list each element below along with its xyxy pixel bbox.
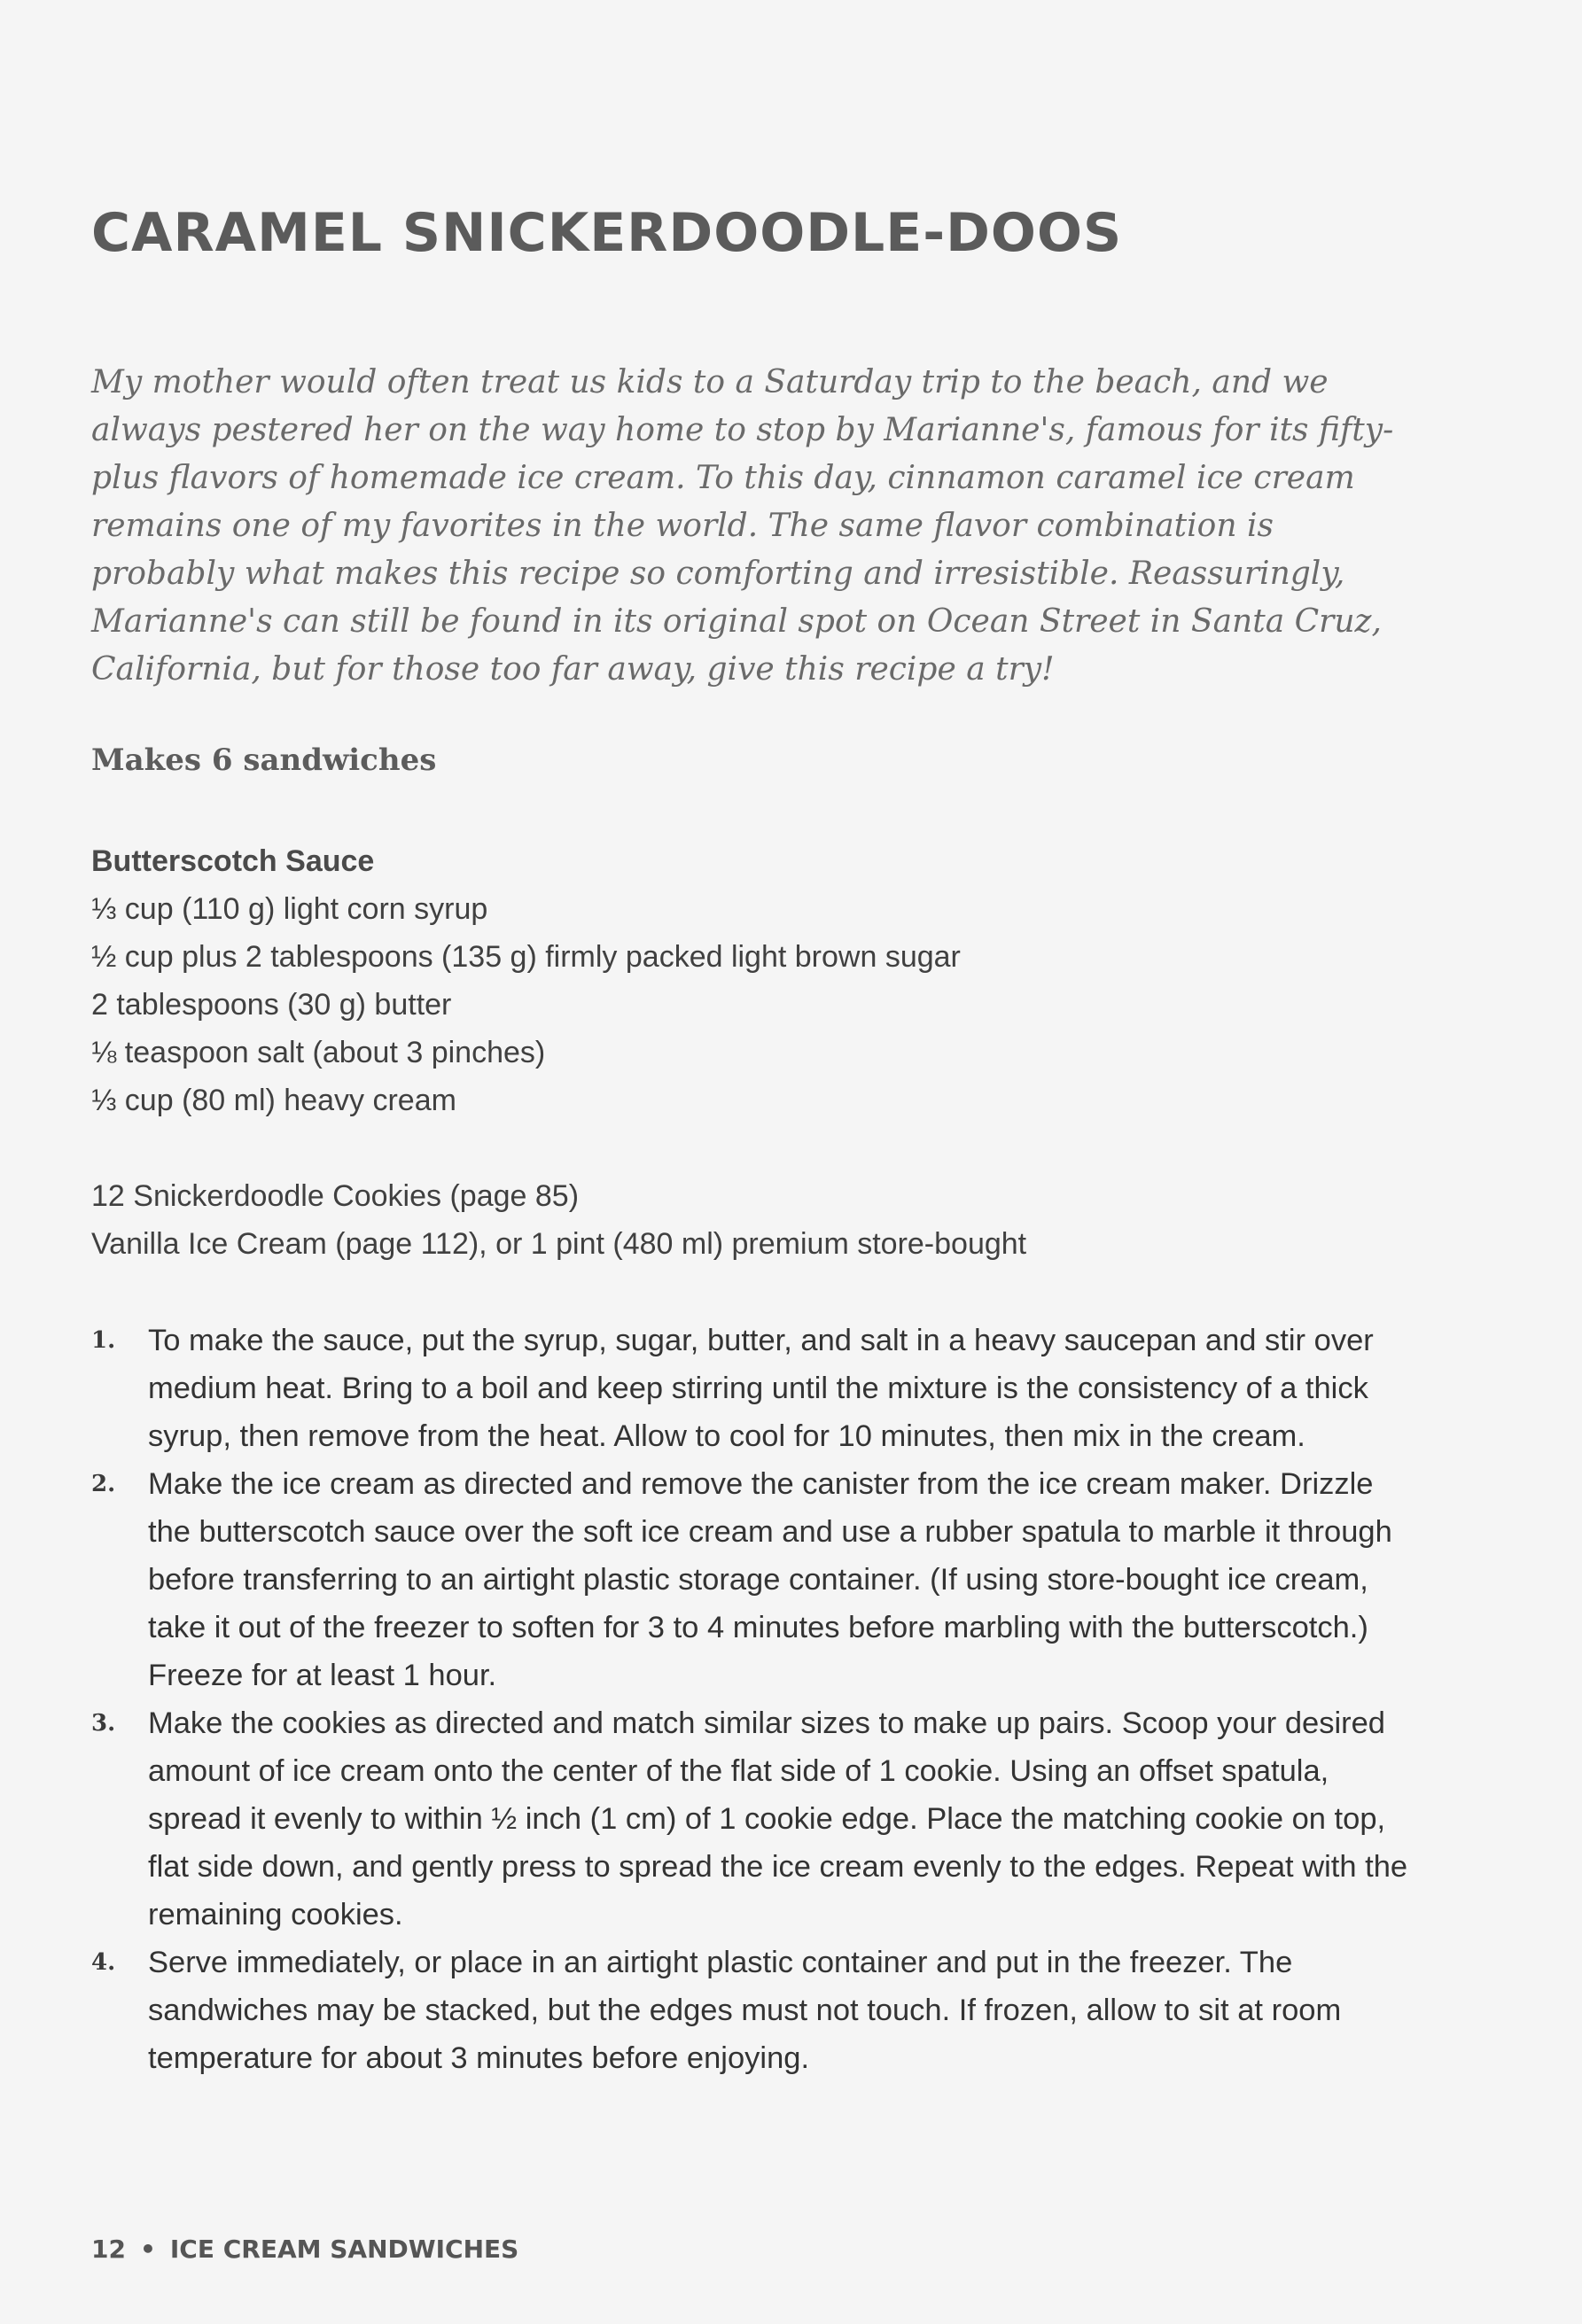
ingredient-item: Vanilla Ice Cream (page 112), or 1 pint (480 ml) premium store-bought: [91, 1227, 1027, 1261]
step-text: To make the sauce, put the syrup, sugar, butter, and salt in a heavy saucepan and stir over medium heat. Bring to a boil and keep stirring until the mixture is the consistency of a thick syrup, then remove from the heat. Allow to cool for 10 minutes, then mix in the cream.: [148, 1324, 1374, 1453]
step-number: 2.: [91, 1471, 116, 1497]
ingredient-spacer: [91, 1124, 1465, 1172]
ingredient-item: 2 tablespoons (30 g) butter: [91, 988, 452, 1022]
ingredient-item: 12 Snickerdoodle Cookies (page 85): [91, 1179, 580, 1213]
ingredient-item: ⅛ teaspoon salt (about 3 pinches): [91, 1036, 546, 1069]
page-number: 12: [91, 2235, 126, 2264]
instructions-list: [91, 1317, 1412, 2082]
step-text: Serve immediately, or place in an airtight plastic container and put in the freezer. The sandwiches may be stacked, but the edges must not touch. If frozen, allow to sit at room temperature for about 3 minutes before enjoying.: [148, 1946, 1342, 2075]
ingredient-item: ⅓ cup (80 ml) heavy cream: [91, 1084, 456, 1117]
ingredient-item: ⅓ cup (110 g) light corn syrup: [91, 892, 488, 926]
page-footer: [91, 2235, 518, 2264]
instruction-step: [91, 1460, 1412, 1699]
recipe-title: CARAMEL SNICKERDOODLE-DOOS: [91, 202, 1123, 264]
step-text: Make the ice cream as directed and remove the canister from the ice cream maker. Drizzle the butterscotch sauce over the soft ice cream and use a rubber spatula to marble it through before transferring to an airtight plastic storage container. (If using store-bought ice cream, take it out of the freezer to soften for 3 to 4 minutes before marbling with the butterscotch.) Freeze for at least 1 hour.: [148, 1467, 1392, 1692]
section-title: ICE CREAM SANDWICHES: [169, 2235, 519, 2264]
instruction-step: [91, 1939, 1412, 2082]
recipe-yield: Makes 6 sandwiches: [91, 742, 437, 778]
ingredients-section: [91, 837, 1465, 1268]
step-text: Make the cookies as directed and match similar sizes to make up pairs. Scoop your desired amount of ice cream onto the center of the flat side of 1 cookie. Using an offset spatula, spread it evenly to within ½ inch (1 cm) of 1 cookie edge. Place the matching cookie on top, flat side down, and gently press to spread the ice cream evenly to the edges. Repeat with the remaining cookies.: [148, 1706, 1408, 1931]
instruction-step: [91, 1699, 1412, 1939]
step-number: 3.: [91, 1710, 116, 1737]
step-number: 1.: [91, 1327, 116, 1354]
step-number: 4.: [91, 1949, 116, 1976]
ingredient-item: ½ cup plus 2 tablespoons (135 g) firmly packed light brown sugar: [91, 940, 961, 974]
instruction-step: [91, 1317, 1412, 1460]
sauce-heading: Butterscotch Sauce: [91, 844, 375, 878]
recipe-intro: My mother would often treat us kids to a Saturday trip to the beach, and we always pestered her on the way home to stop by Marianne's, famous for its fifty-plus flavors of homemade ice cream. To this day, cinnamon caramel ice cream remains one of my favorites in the world. The same flavor combination is probably what makes this recipe so comforting and irresistible. Reassuringly, Marianne's can still be found in its original spot on Ocean Street in Santa Cruz, California, but for those too far away, give this recipe a try!: [91, 364, 1394, 688]
footer-separator: •: [139, 2235, 156, 2264]
